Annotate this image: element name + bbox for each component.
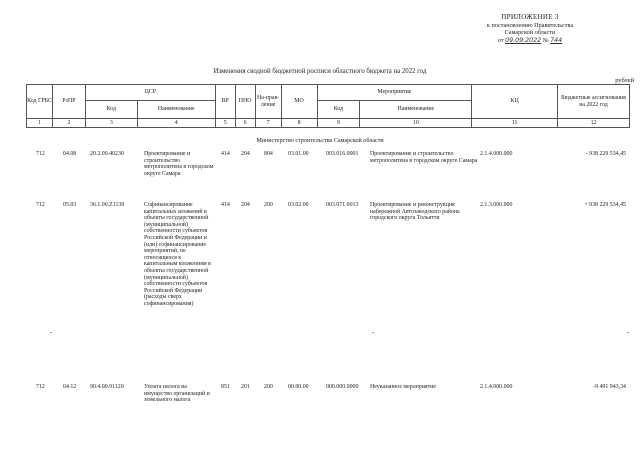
column-number-row	[27, 119, 630, 128]
annex-date: 09.09.2022	[505, 36, 542, 44]
cell-event-code: 003.071.0013	[326, 202, 359, 208]
cell-csr-code: 90.4.00.91120	[90, 384, 124, 390]
column-number: 5	[215, 119, 235, 128]
column-number: 9	[317, 119, 360, 128]
header-grbs: Код ГРБС	[27, 85, 53, 119]
cell-pno: 201	[241, 384, 250, 390]
header-mo: МО	[281, 85, 317, 119]
cell-csr-code: 36.1.00.Z1130	[90, 202, 125, 208]
header-table	[26, 84, 630, 128]
scan-speck	[50, 332, 52, 333]
header-budget: Бюджетные ассигнования на 2022 год	[558, 85, 630, 119]
annex-date-line	[460, 37, 600, 45]
cell-napr: 804	[264, 151, 273, 157]
cell-napr: 200	[264, 384, 273, 390]
cell-pno: 204	[241, 151, 250, 157]
header-csr-name: Наименование	[137, 101, 215, 119]
document-title: Изменения сводной бюджетной росписи областного бюджета на 2022 год	[213, 68, 427, 75]
annex-line-1: к постановлению Правительства	[486, 21, 574, 29]
cell-csr-name: Проектирование и строительство метрополитена в городском округе Самара	[144, 151, 214, 177]
units-label: рублей	[615, 77, 634, 84]
column-number: 3	[85, 119, 137, 128]
header-csr-code: Код	[85, 101, 137, 119]
cell-mo: 00.00.00	[288, 384, 309, 390]
cell-mo: 03.02.00	[288, 202, 309, 208]
annex-title: ПРИЛОЖЕНИЕ 3	[501, 13, 559, 21]
header-event-name: Наименование	[360, 101, 472, 119]
cell-pno: 204	[241, 202, 250, 208]
column-number: 6	[235, 119, 255, 128]
cell-kc: 2.1.3.000.000	[480, 202, 513, 208]
annex-line-2: Самарской области	[504, 29, 556, 37]
header-rzpr: РзПР	[52, 85, 85, 119]
cell-grbs: 712	[36, 384, 45, 390]
scan-speck	[627, 332, 629, 333]
cell-napr: 200	[264, 202, 273, 208]
cell-grbs: 712	[36, 202, 45, 208]
column-number: 10	[360, 119, 472, 128]
cell-event-name: Проектирование и реконструкция набережной Автозаводского района городского округа Тольятти	[370, 202, 460, 222]
annex-number-label: №	[542, 36, 549, 44]
header-kc: КЦ	[472, 85, 558, 119]
cell-vr: 414	[221, 151, 230, 157]
scan-speck	[372, 332, 374, 333]
ministry-heading: Министерство строительства Самарской области	[256, 138, 384, 144]
cell-csr-code: 20.2.00.40230	[90, 151, 124, 157]
header-event: Мероприятие	[317, 85, 472, 101]
cell-vr: 851	[221, 384, 230, 390]
cell-grbs: 712	[36, 151, 45, 157]
cell-event-name: Проектирование и строительство метрополитена в городском округе Самара	[370, 151, 478, 164]
cell-vr: 414	[221, 202, 230, 208]
annex-from-label: от	[497, 36, 504, 44]
column-number: 4	[137, 119, 215, 128]
cell-amount: - 938 229 534,45	[585, 151, 626, 157]
cell-rzpr: 04.12	[63, 384, 77, 390]
cell-csr-name: Уплата налога на имущество организаций и земельного налога	[144, 384, 210, 404]
header-vr: ВР	[215, 85, 235, 119]
cell-amount: -9 491 943,34	[593, 384, 626, 390]
header-csr: ЦСР	[85, 85, 215, 101]
column-number: 1	[27, 119, 53, 128]
cell-mo: 03.01.00	[288, 151, 309, 157]
annex-block	[460, 14, 600, 44]
column-number: 11	[472, 119, 558, 128]
cell-csr-name: Софинансирование капитальных вложений в объекты государственной (муниципальной) собственности субъектов Российской Федерации и (или) софинансирование мероприятий, не относящихся к капитальным вложениям в объекты государственной (муниципальной) собственности субъектов Российской Федерации (расходы сверх софинансирования)	[144, 202, 211, 307]
cell-event-name: Неуказанное мероприятие	[370, 384, 436, 390]
header-event-code: Код	[317, 101, 360, 119]
annex-number: 744	[550, 36, 563, 44]
cell-event-code: 003.016.0001	[326, 151, 359, 157]
cell-rzpr: 04.08	[63, 151, 77, 157]
cell-kc: 2.1.4.000.000	[480, 151, 513, 157]
column-number: 2	[52, 119, 85, 128]
header-napr: На-прав-ление	[255, 85, 281, 119]
cell-kc: 2.1.4.000.000	[480, 384, 513, 390]
header-pno: ПНО	[235, 85, 255, 119]
column-number: 12	[558, 119, 630, 128]
cell-amount: + 938 229 534,45	[584, 202, 626, 208]
cell-event-code: 000.000.0000	[326, 384, 359, 390]
column-number: 8	[281, 119, 317, 128]
column-number: 7	[255, 119, 281, 128]
cell-rzpr: 05.03	[63, 202, 77, 208]
